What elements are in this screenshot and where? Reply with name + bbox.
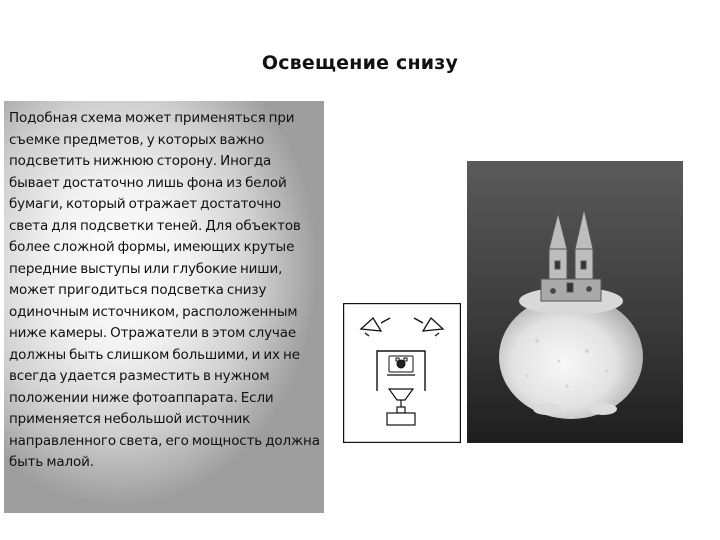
subject-icon [389,356,413,372]
vase-foot-right [589,403,617,415]
slide-title: Освещение снизу [261,52,459,74]
text-panel [4,101,324,513]
vase-foot-left [533,403,561,415]
lighting-diagram [343,303,461,443]
body-text: Подобная схема может применяться при съемке предметов, у которых важно подсветить нижнюю сторону. Иногда бывает достаточно лишь фона из белой бумаги, который отражает достаточно света для подсветки теней. Для объектов более сложной формы, имеющих крутые передние выступы или глубокие ниши, может пригодиться подсветка снизу одиночным источником, расположенным ниже камеры. Отражатели в этом случае должны быть слишком большими, и их не всегда удается разместить в нужном положении ниже фотоаппарата. Если применяется небольшой источник направленного света, его мощность должна быть малой. [9,110,320,470]
vase-photo [467,161,683,443]
